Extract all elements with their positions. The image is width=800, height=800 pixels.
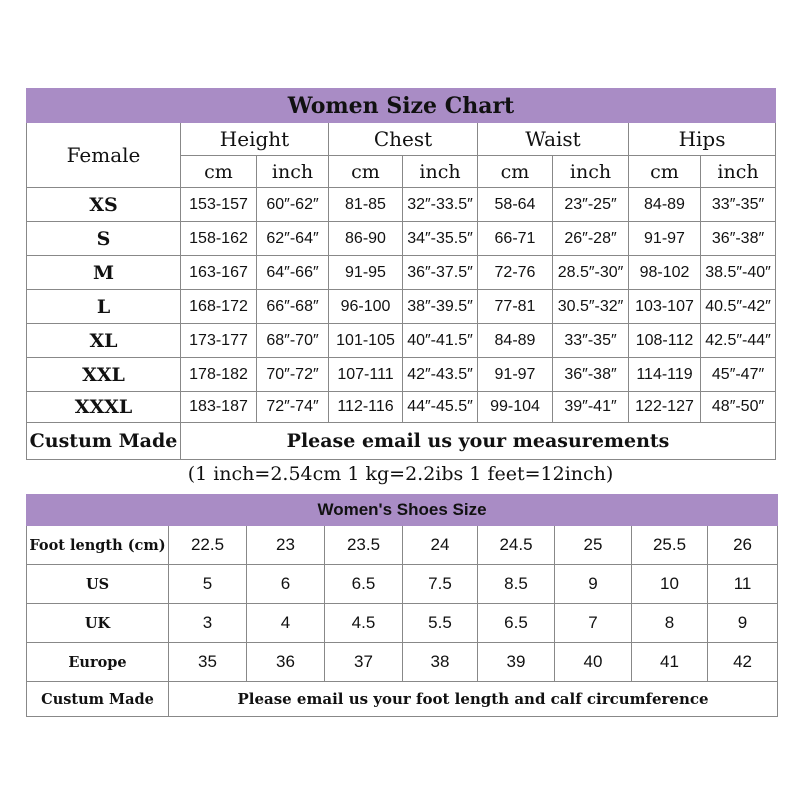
unit-inch-header: inch xyxy=(403,156,478,188)
hips-header: Hips xyxy=(629,123,776,156)
unit-inch-header: inch xyxy=(257,156,329,188)
size-value-cm: 84-89 xyxy=(478,324,553,358)
size-label: XS xyxy=(27,188,181,222)
shoe-rows xyxy=(27,526,778,682)
size-value-inch: 34″-35.5″ xyxy=(403,222,478,256)
shoe-size-value: 3 xyxy=(169,604,247,643)
size-value-cm: 66-71 xyxy=(478,222,553,256)
size-row xyxy=(27,290,776,324)
shoe-size-value: 35 xyxy=(169,643,247,682)
size-value-cm: 163-167 xyxy=(181,256,257,290)
size-value-cm: 158-162 xyxy=(181,222,257,256)
shoe-size-value: 9 xyxy=(708,604,778,643)
size-value-cm: 108-112 xyxy=(629,324,701,358)
shoe-size-value: 22.5 xyxy=(169,526,247,565)
size-value-inch: 32″-33.5″ xyxy=(403,188,478,222)
size-value-inch: 70″-72″ xyxy=(257,358,329,392)
shoe-size-value: 25.5 xyxy=(632,526,708,565)
shoe-size-value: 39 xyxy=(478,643,555,682)
size-value-inch: 39″-41″ xyxy=(553,392,629,423)
size-value-inch: 40.5″-42″ xyxy=(701,290,776,324)
shoe-size-value: 5 xyxy=(169,565,247,604)
women-size-chart-table xyxy=(26,88,776,460)
shoe-size-value: 9 xyxy=(555,565,632,604)
unit-cm-header: cm xyxy=(478,156,553,188)
size-value-cm: 168-172 xyxy=(181,290,257,324)
size-label: S xyxy=(27,222,181,256)
unit-inch-header: inch xyxy=(701,156,776,188)
custom-made-label: Custum Made xyxy=(27,423,181,460)
shoe-row-label: US xyxy=(27,565,169,604)
size-label: XL xyxy=(27,324,181,358)
size-value-cm: 91-97 xyxy=(629,222,701,256)
size-row xyxy=(27,358,776,392)
height-header: Height xyxy=(181,123,329,156)
shoe-size-value: 24 xyxy=(403,526,478,565)
size-value-cm: 112-116 xyxy=(329,392,403,423)
size-row xyxy=(27,188,776,222)
shoes-chart-title: Women's Shoes Size xyxy=(27,495,778,526)
size-value-inch: 48″-50″ xyxy=(701,392,776,423)
size-value-cm: 77-81 xyxy=(478,290,553,324)
shoe-size-value: 25 xyxy=(555,526,632,565)
size-value-cm: 107-111 xyxy=(329,358,403,392)
size-value-inch: 68″-70″ xyxy=(257,324,329,358)
shoe-size-value: 7 xyxy=(555,604,632,643)
size-value-cm: 81-85 xyxy=(329,188,403,222)
size-value-cm: 84-89 xyxy=(629,188,701,222)
shoe-size-value: 23 xyxy=(247,526,325,565)
size-value-cm: 58-64 xyxy=(478,188,553,222)
size-value-cm: 183-187 xyxy=(181,392,257,423)
shoe-size-value: 37 xyxy=(325,643,403,682)
size-chart-title: Women Size Chart xyxy=(27,89,776,123)
shoe-size-value: 4.5 xyxy=(325,604,403,643)
waist-header: Waist xyxy=(478,123,629,156)
conversion-note: (1 inch=2.54cm 1 kg=2.2ibs 1 feet=12inch) xyxy=(187,463,614,485)
shoe-size-value: 7.5 xyxy=(403,565,478,604)
shoe-size-value: 8.5 xyxy=(478,565,555,604)
size-row xyxy=(27,256,776,290)
size-row xyxy=(27,222,776,256)
size-value-cm: 173-177 xyxy=(181,324,257,358)
womens-shoes-size-table xyxy=(26,494,778,717)
size-value-inch: 60″-62″ xyxy=(257,188,329,222)
size-value-inch: 45″-47″ xyxy=(701,358,776,392)
size-rows xyxy=(27,188,776,423)
shoe-size-value: 40 xyxy=(555,643,632,682)
shoe-row xyxy=(27,604,778,643)
size-value-cm: 153-157 xyxy=(181,188,257,222)
shoe-size-value: 6.5 xyxy=(478,604,555,643)
unit-cm-header: cm xyxy=(329,156,403,188)
size-value-inch: 38″-39.5″ xyxy=(403,290,478,324)
shoe-size-value: 6.5 xyxy=(325,565,403,604)
size-value-inch: 62″-64″ xyxy=(257,222,329,256)
shoe-size-value: 42 xyxy=(708,643,778,682)
shoe-size-value: 4 xyxy=(247,604,325,643)
size-value-cm: 91-97 xyxy=(478,358,553,392)
size-label: L xyxy=(27,290,181,324)
shoes-custom-made-label: Custum Made xyxy=(27,682,169,717)
shoe-size-value: 5.5 xyxy=(403,604,478,643)
size-value-cm: 122-127 xyxy=(629,392,701,423)
size-value-inch: 38.5″-40″ xyxy=(701,256,776,290)
female-header: Female xyxy=(27,123,181,188)
size-value-inch: 40″-41.5″ xyxy=(403,324,478,358)
shoe-size-value: 36 xyxy=(247,643,325,682)
size-value-inch: 42.5″-44″ xyxy=(701,324,776,358)
unit-cm-header: cm xyxy=(629,156,701,188)
size-value-inch: 36″-38″ xyxy=(553,358,629,392)
shoe-row xyxy=(27,526,778,565)
shoe-size-value: 6 xyxy=(247,565,325,604)
custom-made-message: Please email us your measurements xyxy=(181,423,776,460)
shoe-size-value: 41 xyxy=(632,643,708,682)
shoe-row xyxy=(27,565,778,604)
shoe-size-value: 11 xyxy=(708,565,778,604)
shoe-size-value: 10 xyxy=(632,565,708,604)
size-label: M xyxy=(27,256,181,290)
size-value-inch: 33″-35″ xyxy=(701,188,776,222)
shoes-custom-made-message: Please email us your foot length and calf circumference xyxy=(169,682,778,717)
shoe-size-value: 23.5 xyxy=(325,526,403,565)
size-value-cm: 98-102 xyxy=(629,256,701,290)
size-value-inch: 30.5″-32″ xyxy=(553,290,629,324)
shoe-size-value: 26 xyxy=(708,526,778,565)
shoe-row xyxy=(27,643,778,682)
size-value-inch: 33″-35″ xyxy=(553,324,629,358)
unit-inch-header: inch xyxy=(553,156,629,188)
size-value-cm: 72-76 xyxy=(478,256,553,290)
size-value-inch: 23″-25″ xyxy=(553,188,629,222)
size-value-inch: 44″-45.5″ xyxy=(403,392,478,423)
size-value-inch: 28.5″-30″ xyxy=(553,256,629,290)
size-value-cm: 86-90 xyxy=(329,222,403,256)
size-value-cm: 103-107 xyxy=(629,290,701,324)
shoe-size-value: 8 xyxy=(632,604,708,643)
size-value-inch: 36″-37.5″ xyxy=(403,256,478,290)
shoe-row-label: Europe xyxy=(27,643,169,682)
size-value-inch: 66″-68″ xyxy=(257,290,329,324)
size-label: XXL xyxy=(27,358,181,392)
size-value-cm: 178-182 xyxy=(181,358,257,392)
size-value-inch: 72″-74″ xyxy=(257,392,329,423)
size-row xyxy=(27,392,776,423)
shoe-row-label: Foot length (cm) xyxy=(27,526,169,565)
size-value-inch: 26″-28″ xyxy=(553,222,629,256)
shoe-row-label: UK xyxy=(27,604,169,643)
size-value-inch: 42″-43.5″ xyxy=(403,358,478,392)
chest-header: Chest xyxy=(329,123,478,156)
shoe-size-value: 38 xyxy=(403,643,478,682)
size-value-inch: 36″-38″ xyxy=(701,222,776,256)
size-value-cm: 114-119 xyxy=(629,358,701,392)
size-value-inch: 64″-66″ xyxy=(257,256,329,290)
size-value-cm: 101-105 xyxy=(329,324,403,358)
size-value-cm: 96-100 xyxy=(329,290,403,324)
size-label: XXXL xyxy=(27,392,181,423)
size-value-cm: 91-95 xyxy=(329,256,403,290)
shoe-size-value: 24.5 xyxy=(478,526,555,565)
unit-cm-header: cm xyxy=(181,156,257,188)
size-value-cm: 99-104 xyxy=(478,392,553,423)
size-row xyxy=(27,324,776,358)
